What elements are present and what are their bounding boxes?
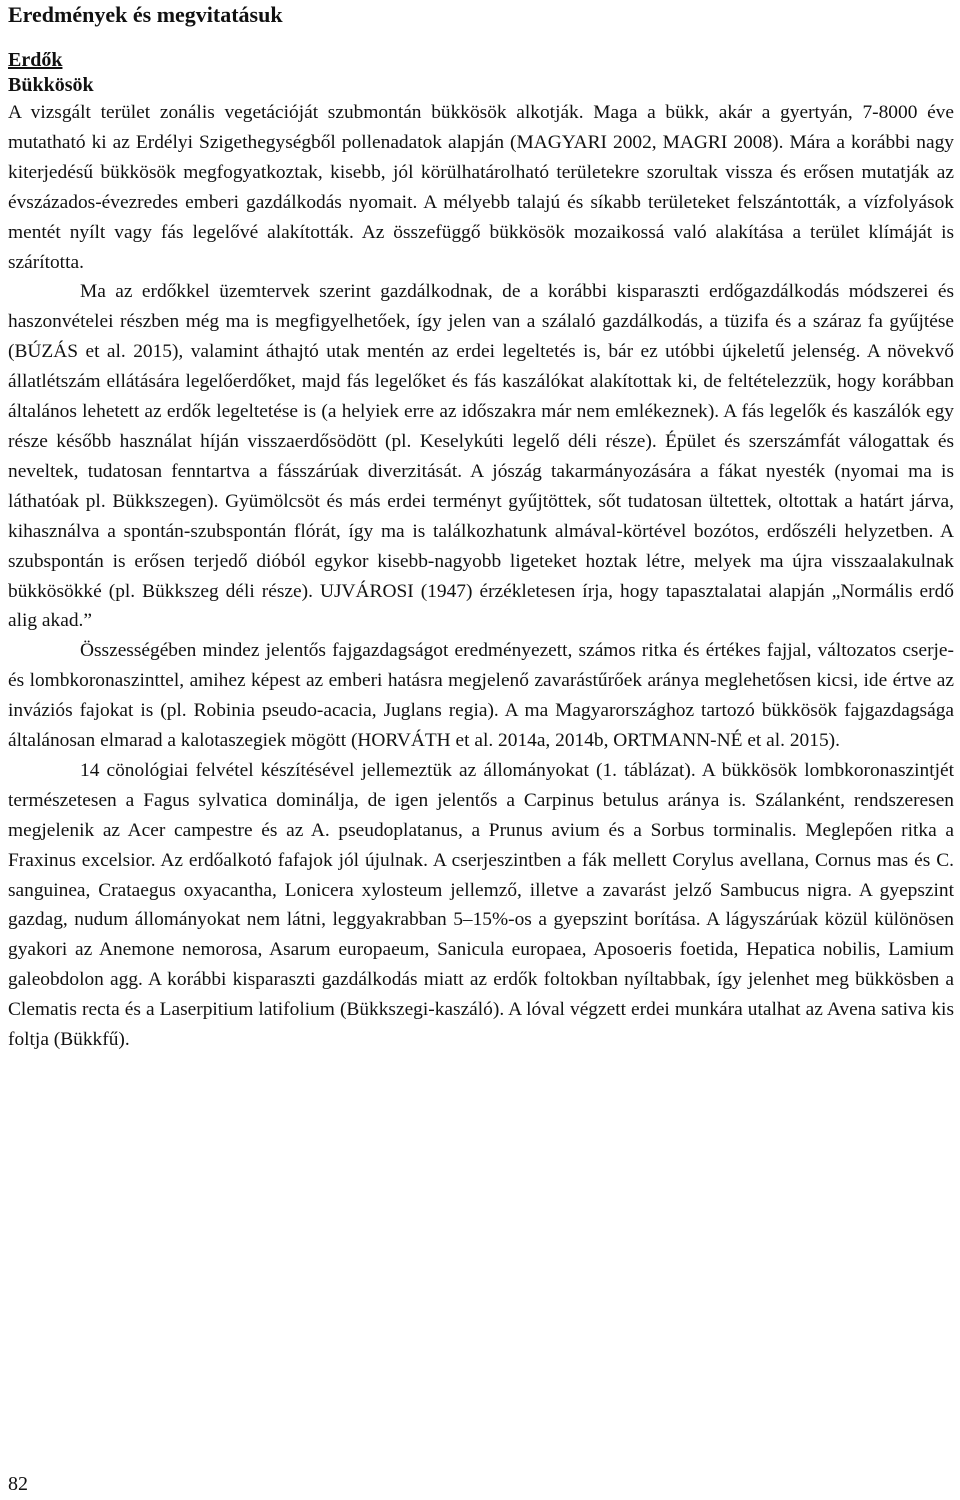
section-title: Eredmények és megvitatásuk — [8, 2, 283, 27]
paragraph-coenology: 14 cönológiai felvétel készítésével jellemeztük az állományokat (1. táblázat). A bükkösök lombkoronaszintjét természetesen a Fagus sylvatica dominálja, de igen jelentős a Carpinus betulus aránya is. Szálanként, rendszeresen megjelenik az Acer campestre és az A. pseudoplatanus, a Prunus avium és a Sorbus torminalis. Meglepően ritka a Fraxinus excelsior. Az erdőalkotó fafajok jól újulnak. A cserjeszintben a fák mellett Corylus avellana, Cornus mas és C. sanguinea, Crataegus oxyacantha, Lonicera xylosteum jellemző, illetve a zavarást jelző Sambucus nigra. A gyepszint gazdag, nudum állományokat nem látni, leggyakrabban 5–15%-os a gyepszint borítása. A lágyszárúak közül különösen gyakori az Anemone nemorosa, Asarum europaeum, Sanicula europaea, Aposoeris foetida, Hepatica nobilis, Lamium galeobdolon agg. A korábbi kisparaszti gazdálkodás miatt az erdők foltokban nyíltabbak, így jelenhet meg bükkösben a Clematis recta és a Laserpitium latifolium (Bükkszegi-kaszáló). A lóval végzett erdei munkára utalhat az Avena sativa kis foltja (Bükkfű). — [8, 759, 954, 1051]
subsubsection-title: Bükkösök — [8, 74, 94, 96]
paragraph-intro: A vizsgált terület zonális vegetációját szubmontán bükkösök alkotják. Maga a bükk, akár a gyertyán, 7-8000 éve mutatható ki az Erdélyi Szigethegységből pollenadatok alapján (MAGYARI 2002, MAGRI 2008). Mára a korábbi nagy kiterjedésű bükkösök megfogyatkoztak, kisebb, jól körülhatárolható területekre szorultak vissza és erősen mutatják az évszázados-évezredes emberi gazdálkodás nyomait. A mélyebb talajú és síkabb területeket felszántották, a vízfolyások mentét nyílt vagy fás legelővé alakították. Az összefüggő bükkösök mozaikossá való alakítása a terület klímáját is szárította. — [8, 102, 954, 273]
page-number: 82 — [8, 1473, 28, 1495]
subsection-title: Erdők — [8, 49, 63, 71]
paragraph-management: Ma az erdőkkel üzemtervek szerint gazdálkodnak, de a korábbi kisparaszti erdőgazdálkodás módszerei és haszonvételei részben még ma is megfigyelhetőek, így jelen van a szálaló gazdálkodás, a tüzifa és a száraz fa gyűjtése (BÚZÁS et al. 2015), valamint áthajtó utak mentén az erdei legeltetés is, bár ez utóbbi újkeletű jelenség. A növekvő állatlétszám ellátására legelőerdőket, majd fás legelőket és fás kaszálókat alakítottak ki, de feltételezzük, hogy korábban általános lehetett az erdők legeltetése is (a helyiek erre az időszakra már nem emlékeznek). A fás legelők és kaszálók egy része később használat híján visszaerdősödött (pl. Keselykúti legelő déli része). Épület és szerszámfát válogattak és neveltek, tudatosan fenntartva a fásszárúak diverzitását. A jószág takarmányozására a fákat nyesték (nyomai ma is láthatóak pl. Bükkszegen). Gyümölcsöt és más erdei terményt gyűjtöttek, sőt tudatosan ültettek, oltottak a határt járva, kihasználva a spontán-szubspontán flórát, így ma is találkozhatunk almával-körtével bozótos, erdőszéli helyzetben. A szubspontán is erősen terjedő dióból egykor kisebb-nagyobb ligeteket hoztak létre, melyek ma újra visszaalakulnak bükkösökké (pl. Bükkszeg déli része). UJVÁROSI (1947) érzékletesen írja, hogy tapasztalatai alapján „Normális erdő alig akad.” — [8, 281, 954, 632]
paragraph-summary: Összességében mindez jelentős fajgazdagságot eredményezett, számos ritka és értékes fajjal, változatos cserje- és lombkoronaszinttel, amihez képest az emberi hatásra megjelenő zavarástűrőek aránya meglehetősen kicsi, ide értve az inváziós fajokat is (pl. Robinia pseudo-acacia, Juglans regia). A ma Magyarországhoz tartozó bükkösök fajgazdagsága általánosan elmarad a kalotaszegiek mögött (HORVÁTH et al. 2014a, 2014b, ORTMANN-NÉ et al. 2015). — [8, 640, 954, 752]
document-page — [8, 0, 954, 1055]
